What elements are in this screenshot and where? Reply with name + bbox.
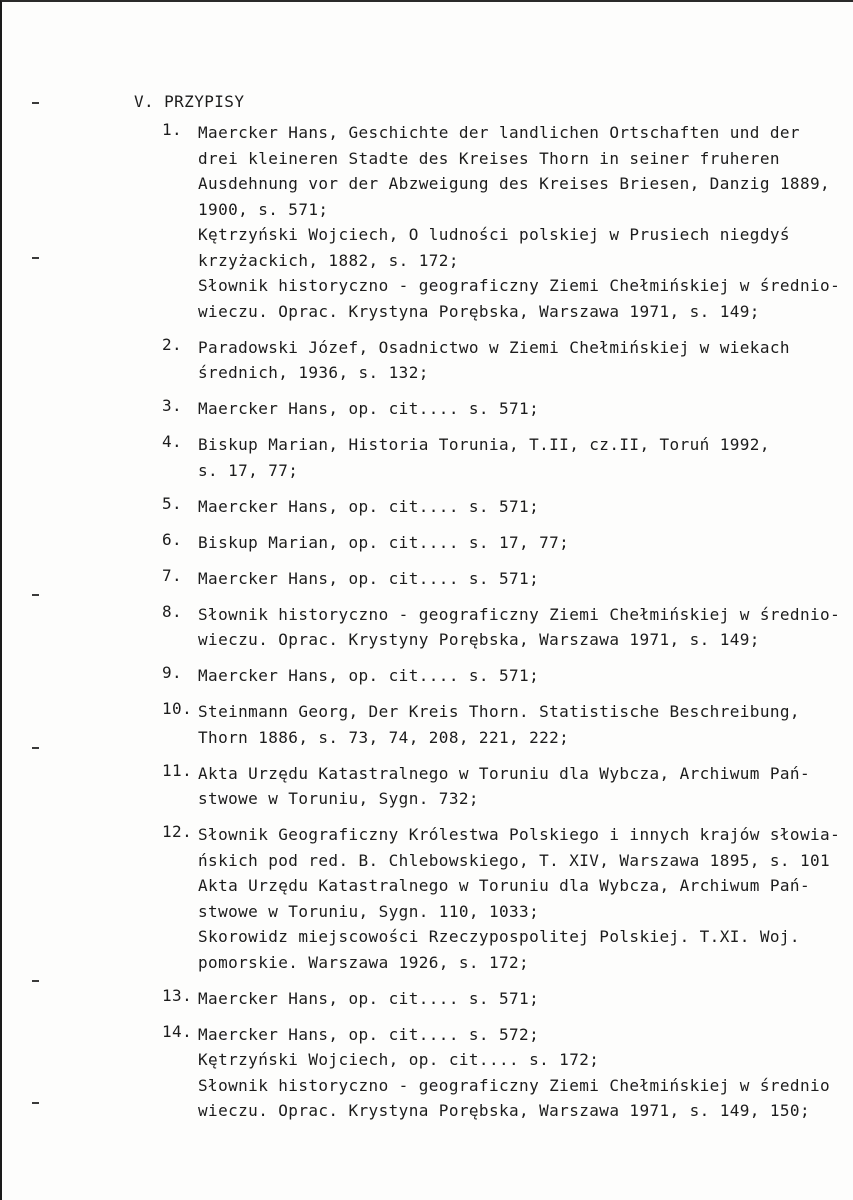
footnote-number: 5. <box>162 493 183 513</box>
margin-mark <box>32 747 39 749</box>
footnote-number: 14. <box>162 1021 193 1041</box>
footnote-number: 9. <box>162 663 183 682</box>
footnote-text-line: Słownik historyczno - geograficzny Ziemi Chełmińskiej w średnio- <box>198 276 841 295</box>
footnote-text-line: Maercker Hans, op. cit.... s. 571; <box>198 399 540 418</box>
footnote-text-line: Paradowski Józef, Osadnictwo w Ziemi Chełmińskiej w wiekach <box>198 337 790 357</box>
margin-mark <box>32 257 39 259</box>
margin-mark <box>32 1102 39 1104</box>
footnote-number: 10. <box>162 699 193 718</box>
footnote-item <box>162 566 853 592</box>
footnote-item <box>162 986 853 1012</box>
footnote-item <box>162 396 853 422</box>
footnote-text-line: Thorn 1886, s. 73, 74, 208, 221, 222; <box>198 727 570 747</box>
footnote-text-line: wieczu. Oprac. Krystyna Porębska, Warszawa 1971, s. 149, 150; <box>198 1101 811 1120</box>
footnote-text-line: Akta Urzędu Katastralnego w Toruniu dla Wybcza, Archiwum Pań- <box>198 763 811 783</box>
footnote-text-line: drei kleineren Stadte des Kreises Thorn in seiner fruheren <box>198 148 780 168</box>
footnote-item <box>162 335 853 386</box>
footnote-text-line: Słownik Geograficzny Królestwa Polskiego i innych krajów słowia- <box>198 825 841 844</box>
footnote-text-line: średnich, 1936, s. 132; <box>198 363 429 382</box>
footnotes-list <box>162 120 853 1134</box>
footnote-text-line: wieczu. Oprac. Krystyny Porębska, Warszawa 1971, s. 149; <box>198 630 760 649</box>
footnote-text-line: stwowe w Toruniu, Sygn. 732; <box>198 789 479 808</box>
footnote-number: 11. <box>162 760 193 780</box>
footnote-text-line: Biskup Marian, op. cit.... s. 17, 77; <box>198 532 570 552</box>
margin-mark <box>32 102 39 104</box>
footnote-text-line: Słownik historyczno - geograficzny Ziemi Chełmińskiej w średnio <box>198 1075 831 1095</box>
footnote-number: 12. <box>162 822 193 841</box>
footnote-item <box>162 699 853 750</box>
footnote-number: 2. <box>162 334 183 354</box>
footnote-item <box>162 602 853 653</box>
margin-mark <box>32 594 39 596</box>
footnote-text-line: stwowe w Toruniu, Sygn. 110, 1033; <box>198 901 540 921</box>
footnote-text-line: 1900, s. 571; <box>198 199 329 219</box>
footnote-item <box>162 494 853 520</box>
footnote-number: 13. <box>162 985 193 1005</box>
footnote-item <box>162 530 853 556</box>
footnote-number: 4. <box>162 432 183 451</box>
footnote-number: 3. <box>162 396 183 415</box>
footnote-text-line: ńskich pod red. B. Chlebowskiego, T. XIV, Warszawa 1895, s. 101 <box>198 850 831 870</box>
margin-mark <box>32 980 39 982</box>
footnote-text-line: Ausdehnung vor der Abzweigung des Kreises Briesen, Danzig 1889, <box>198 174 831 193</box>
footnote-text-line: Kętrzyński Wojciech, op. cit.... s. 172; <box>198 1050 600 1069</box>
footnote-item <box>162 1022 853 1124</box>
footnote-text-line: Maercker Hans, op. cit.... s. 571; <box>198 988 540 1008</box>
footnote-number: 1. <box>162 120 183 139</box>
footnote-text-line: pomorskie. Warszawa 1926, s. 172; <box>198 952 530 972</box>
footnote-item <box>162 120 853 324</box>
section-heading: V. PRZYPISY <box>134 92 245 111</box>
footnote-text-line: Skorowidz miejscowości Rzeczypospolitej Polskiej. T.XI. Woj. <box>198 927 800 946</box>
footnote-text-line: Biskup Marian, Historia Torunia, T.II, cz.II, Toruń 1992, <box>198 435 770 454</box>
footnote-number: 8. <box>162 601 183 621</box>
footnote-item <box>162 761 853 812</box>
footnote-number: 6. <box>162 529 183 549</box>
footnote-text-line: Kętrzyński Wojciech, O ludności polskiej w Prusiech niegdyś <box>198 225 790 244</box>
footnote-text-line: Słownik historyczno - geograficzny Ziemi Chełmińskiej w średnio- <box>198 604 841 624</box>
footnote-text-line: Maercker Hans, op. cit.... s. 572; <box>198 1024 540 1044</box>
footnote-number: 7. <box>162 565 183 585</box>
footnote-text-line: Maercker Hans, op. cit.... s. 571; <box>198 666 540 685</box>
footnote-text-line: krzyżackich, 1882, s. 172; <box>198 250 459 270</box>
footnote-text-line: Steinmann Georg, Der Kreis Thorn. Statistische Beschreibung, <box>198 702 800 721</box>
footnote-item <box>162 663 853 689</box>
footnote-text-line: Maercker Hans, op. cit.... s. 571; <box>198 496 540 516</box>
footnote-text-line: Maercker Hans, Geschichte der landlichen Ortschaften und der <box>198 123 800 142</box>
footnote-item <box>162 432 853 483</box>
footnote-text-line: s. 17, 77; <box>198 460 299 480</box>
footnote-text-line: Akta Urzędu Katastralnego w Toruniu dla Wybcza, Archiwum Pań- <box>198 876 811 895</box>
footnote-text-line: wieczu. Oprac. Krystyna Porębska, Warszawa 1971, s. 149; <box>198 301 760 321</box>
footnote-item <box>162 822 853 975</box>
footnote-text-line: Maercker Hans, op. cit.... s. 571; <box>198 568 540 588</box>
